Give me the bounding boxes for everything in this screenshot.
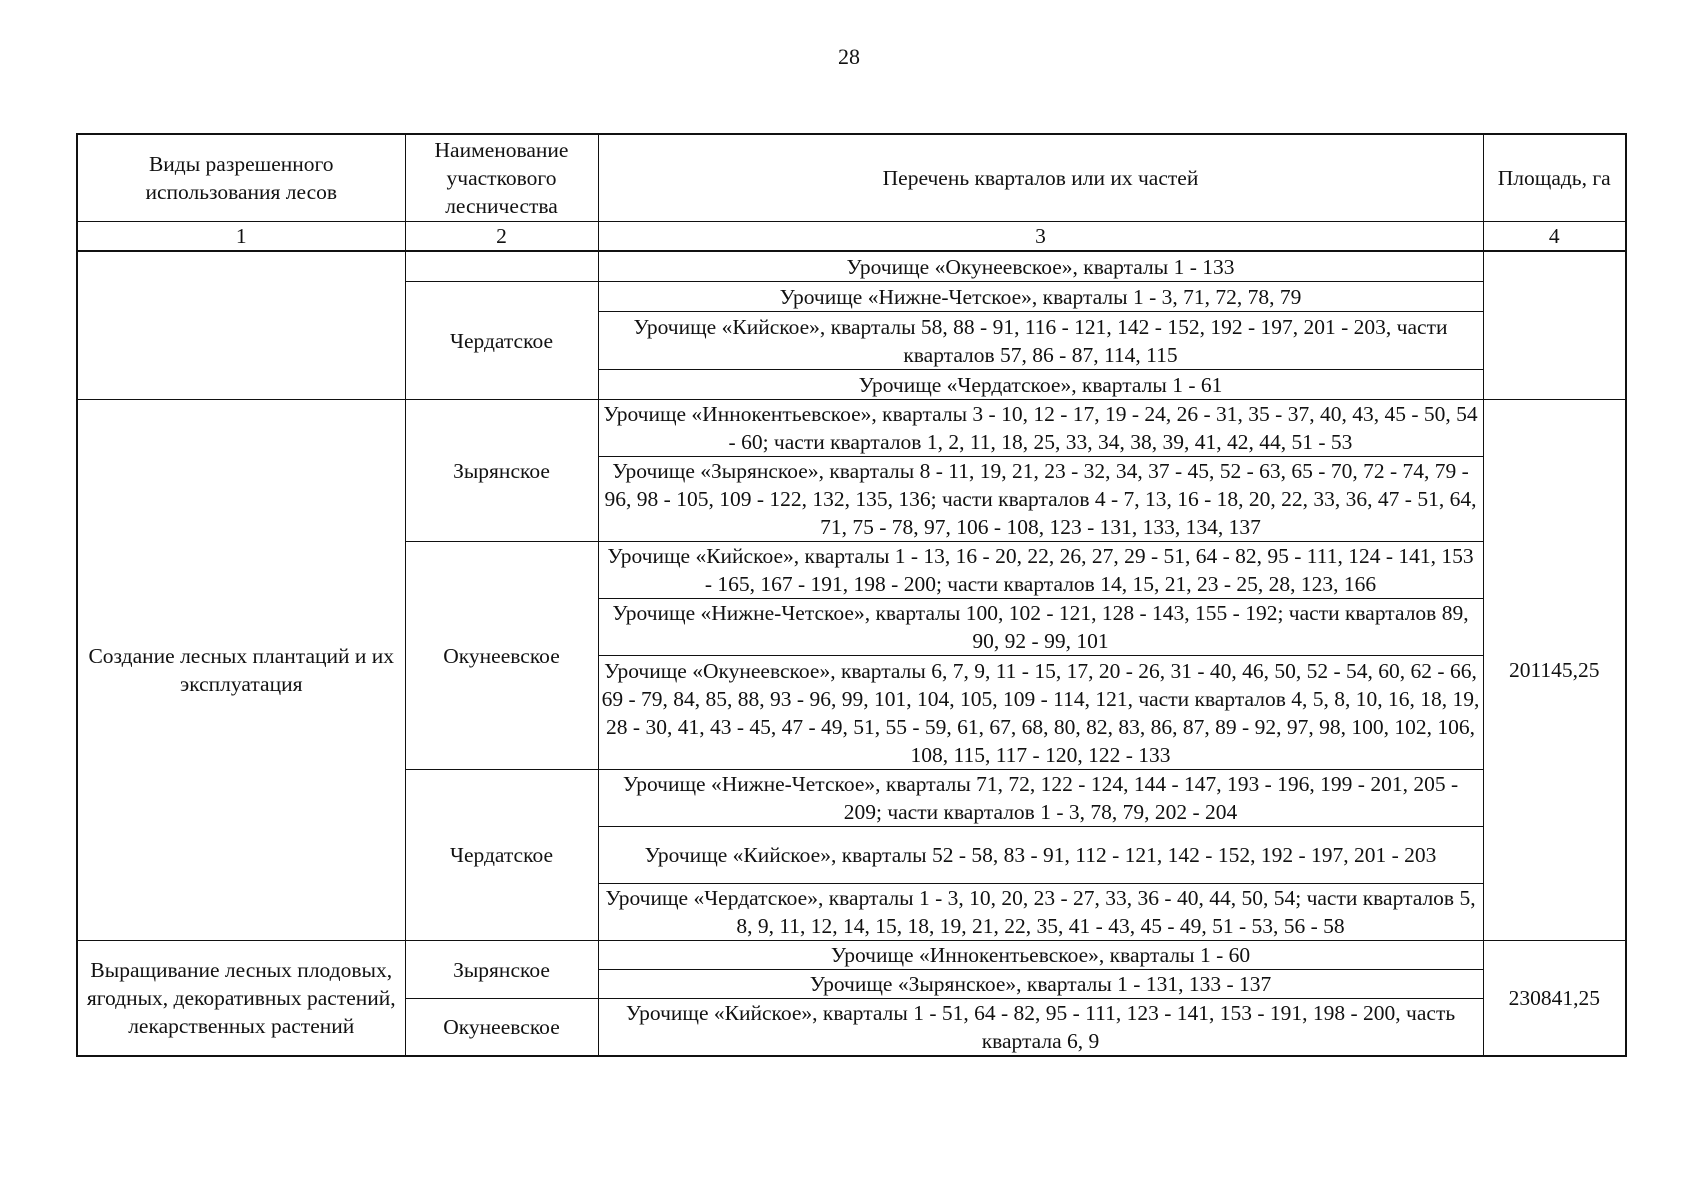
quarters-cell: Урочище «Зырянское», кварталы 1 - 131, 133 - 137 — [598, 970, 1483, 999]
header-forestry-name: Наименование участкового лесничества — [405, 134, 598, 222]
header-quarters-list: Перечень кварталов или их частей — [598, 134, 1483, 222]
forestry-cell-empty — [405, 251, 598, 282]
quarters-cell: Урочище «Чердатское», кварталы 1 - 61 — [598, 370, 1483, 400]
forestry-cell: Окунеевское — [405, 542, 598, 770]
column-number-row — [77, 222, 1626, 252]
table-row — [77, 941, 1626, 970]
quarters-cell: Урочище «Иннокентьевское», кварталы 1 - 60 — [598, 941, 1483, 970]
quarters-cell: Урочище «Нижне-Четское», кварталы 100, 102 - 121, 128 - 143, 155 - 192; части кварталов 89, 90, 92 - 99, 101 — [598, 599, 1483, 656]
forestry-cell: Окунеевское — [405, 999, 598, 1057]
forestry-cell: Чердатское — [405, 282, 598, 400]
area-cell: 230841,25 — [1483, 941, 1626, 1057]
use-type-cell: Создание лесных плантаций и их эксплуатация — [77, 400, 405, 941]
quarters-cell: Урочище «Иннокентьевское», кварталы 3 - 10, 12 - 17, 19 - 24, 26 - 31, 35 - 37, 40, 43, 45 - 50, 54 - 60; части кварталов 1, 2, 11, 18, 25, 33, 34, 38, 39, 41, 42, 44, 51 - 53 — [598, 400, 1483, 457]
page-number: 28 — [838, 44, 860, 69]
forest-use-table — [76, 133, 1627, 1057]
quarters-cell: Урочище «Окунеевское», кварталы 1 - 133 — [598, 251, 1483, 282]
header-row — [77, 134, 1626, 222]
quarters-cell: Урочище «Кийское», кварталы 52 - 58, 83 - 91, 112 - 121, 142 - 152, 192 - 197, 201 - 203 — [598, 827, 1483, 884]
area-cell: 201145,25 — [1483, 400, 1626, 941]
column-number: 4 — [1483, 222, 1626, 252]
table-row — [77, 251, 1626, 282]
header-area: Площадь, га — [1483, 134, 1626, 222]
use-type-cell-empty — [77, 251, 405, 400]
column-number: 3 — [598, 222, 1483, 252]
column-number: 1 — [77, 222, 405, 252]
table-row — [77, 400, 1626, 457]
quarters-cell: Урочище «Нижне-Четское», кварталы 1 - 3, 71, 72, 78, 79 — [598, 282, 1483, 312]
quarters-cell: Урочище «Зырянское», кварталы 8 - 11, 19, 21, 23 - 32, 34, 37 - 45, 52 - 63, 65 - 70, 72 - 74, 79 - 96, 98 - 105, 109 - 122, 132, 135, 136; части кварталов 4 - 7, 13, 16 - 18, 20, 22, 33, 36, 47 - 51, 64, 71, 75 - 78, 97, 106 - 108, 123 - 131, 133, 134, 137 — [598, 457, 1483, 542]
column-number: 2 — [405, 222, 598, 252]
forestry-cell: Зырянское — [405, 941, 598, 999]
quarters-cell: Урочище «Кийское», кварталы 58, 88 - 91, 116 - 121, 142 - 152, 192 - 197, 201 - 203, части кварталов 57, 86 - 87, 114, 115 — [598, 312, 1483, 370]
forestry-cell: Чердатское — [405, 770, 598, 941]
forestry-cell: Зырянское — [405, 400, 598, 542]
area-cell-empty — [1483, 251, 1626, 400]
quarters-cell: Урочище «Окунеевское», кварталы 6, 7, 9, 11 - 15, 17, 20 - 26, 31 - 40, 46, 50, 52 - 54, 60, 62 - 66, 69 - 79, 84, 85, 88, 93 - 96, 99, 101, 104, 105, 109 - 114, 121, части кварталов 4, 5, 8, 10, 16, 18, 19, 28 - 30, 41, 43 - 45, 47 - 49, 51, 55 - 59, 61, 67, 68, 80, 82, 83, 86, 87, 89 - 92, 97, 98, 100, 102, 106, 108, 115, 117 - 120, 122 - 133 — [598, 656, 1483, 770]
quarters-cell: Урочище «Кийское», кварталы 1 - 13, 16 - 20, 22, 26, 27, 29 - 51, 64 - 82, 95 - 111, 124 - 141, 153 - 165, 167 - 191, 198 - 200; части кварталов 14, 15, 21, 23 - 25, 28, 123, 166 — [598, 542, 1483, 599]
use-type-cell: Выращивание лесных плодовых, ягодных, декоративных растений, лекарственных растений — [77, 941, 405, 1057]
quarters-cell: Урочище «Нижне-Четское», кварталы 71, 72, 122 - 124, 144 - 147, 193 - 196, 199 - 201, 205 - 209; части кварталов 1 - 3, 78, 79, 202 - 204 — [598, 770, 1483, 827]
quarters-cell: Урочище «Кийское», кварталы 1 - 51, 64 - 82, 95 - 111, 123 - 141, 153 - 191, 198 - 200, часть квартала 6, 9 — [598, 999, 1483, 1057]
header-use-types: Виды разрешенного использования лесов — [77, 134, 405, 222]
quarters-cell: Урочище «Чердатское», кварталы 1 - 3, 10, 20, 23 - 27, 33, 36 - 40, 44, 50, 54; части кварталов 5, 8, 9, 11, 12, 14, 15, 18, 19, 21, 22, 35, 41 - 43, 45 - 49, 51 - 53, 56 - 58 — [598, 884, 1483, 941]
